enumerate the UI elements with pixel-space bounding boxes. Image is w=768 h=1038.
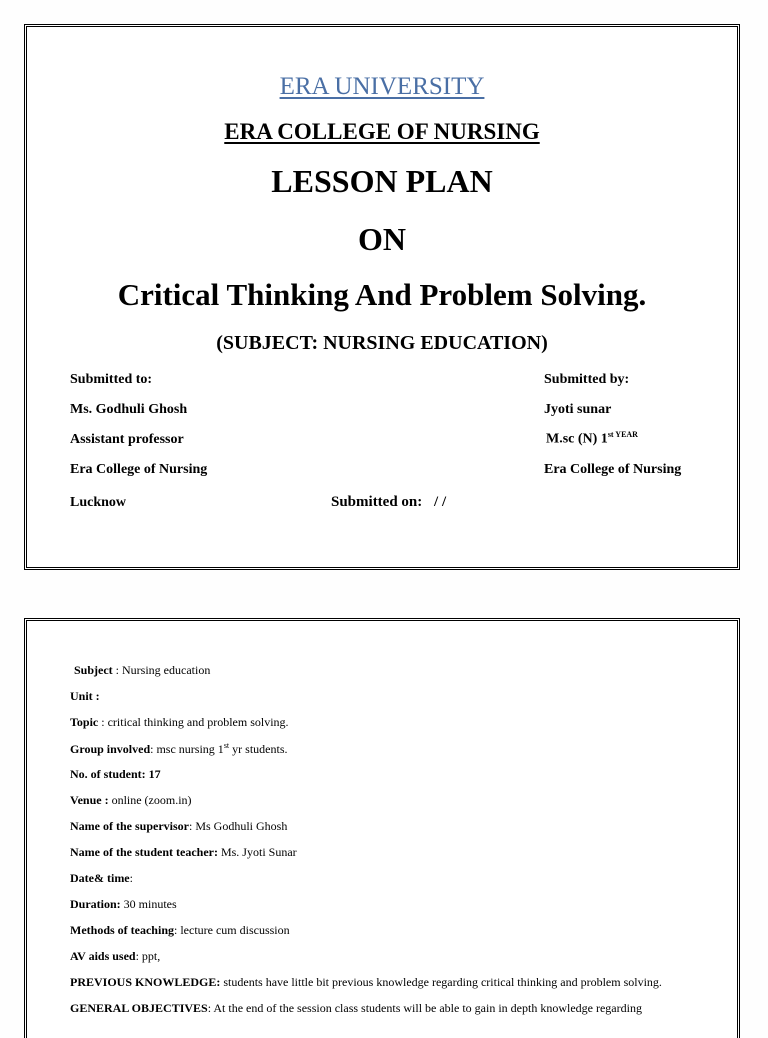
title-on: ON <box>358 221 406 257</box>
subject-line: (SUBJECT: NURSING EDUCATION) <box>216 332 548 354</box>
detail-unit: Unit : <box>70 689 100 703</box>
submitted-by-name: Jyoti sunar <box>544 402 612 417</box>
detail-supervisor: Name of the supervisor: Ms Godhuli Ghosh <box>70 819 288 833</box>
university-name: ERA UNIVERSITY <box>279 73 485 100</box>
cover-page <box>24 24 740 570</box>
submitted-on-label: Submitted on: <box>331 494 423 510</box>
detail-av-aids: AV aids used: ppt, <box>70 949 161 963</box>
submitted-on <box>331 494 446 511</box>
detail-date-time: Date& time: <box>70 871 133 885</box>
detail-topic: Topic : critical thinking and problem solving. <box>70 715 289 729</box>
submitted-to-city: Lucknow <box>70 495 127 510</box>
topic-title: Critical Thinking And Problem Solving. <box>117 277 647 312</box>
submitted-by-course <box>546 430 638 448</box>
course-superscript: st YEAR <box>607 430 638 439</box>
detail-general-objectives: GENERAL OBJECTIVES: At the end of the session class students will be able to gain in depth knowledge regarding <box>70 1001 642 1015</box>
detail-venue: Venue : online (zoom.in) <box>70 793 192 807</box>
lesson-plan-title: LESSON PLAN <box>271 163 493 199</box>
detail-previous-knowledge: PREVIOUS KNOWLEDGE: students have little bit previous knowledge regarding critical thinking and problem solving. <box>70 975 662 989</box>
submitted-to-name: Ms. Godhuli Ghosh <box>70 402 188 417</box>
submitted-to-college: Era College of Nursing <box>70 462 208 477</box>
detail-methods: Methods of teaching: lecture cum discussion <box>70 923 290 937</box>
detail-subject: Subject : Nursing education <box>74 663 211 677</box>
submitted-to-heading: Submitted to: <box>70 372 153 387</box>
submitted-by-college: Era College of Nursing <box>544 462 682 477</box>
detail-student-teacher: Name of the student teacher: Ms. Jyoti Sunar <box>70 845 297 859</box>
submitted-by-heading: Submitted by: <box>544 372 630 387</box>
course-text: M.sc (N) 1 <box>546 431 608 447</box>
detail-duration: Duration: 30 minutes <box>70 897 177 911</box>
college-name: ERA COLLEGE OF NURSING <box>224 119 540 144</box>
detail-student-count: No. of student: 17 <box>70 767 161 781</box>
submitted-on-value: / / <box>434 494 447 510</box>
lesson-details-page <box>24 618 740 1038</box>
detail-group: Group involved: msc nursing 1st yr students. <box>70 741 288 756</box>
submitted-to-designation: Assistant professor <box>70 432 184 447</box>
